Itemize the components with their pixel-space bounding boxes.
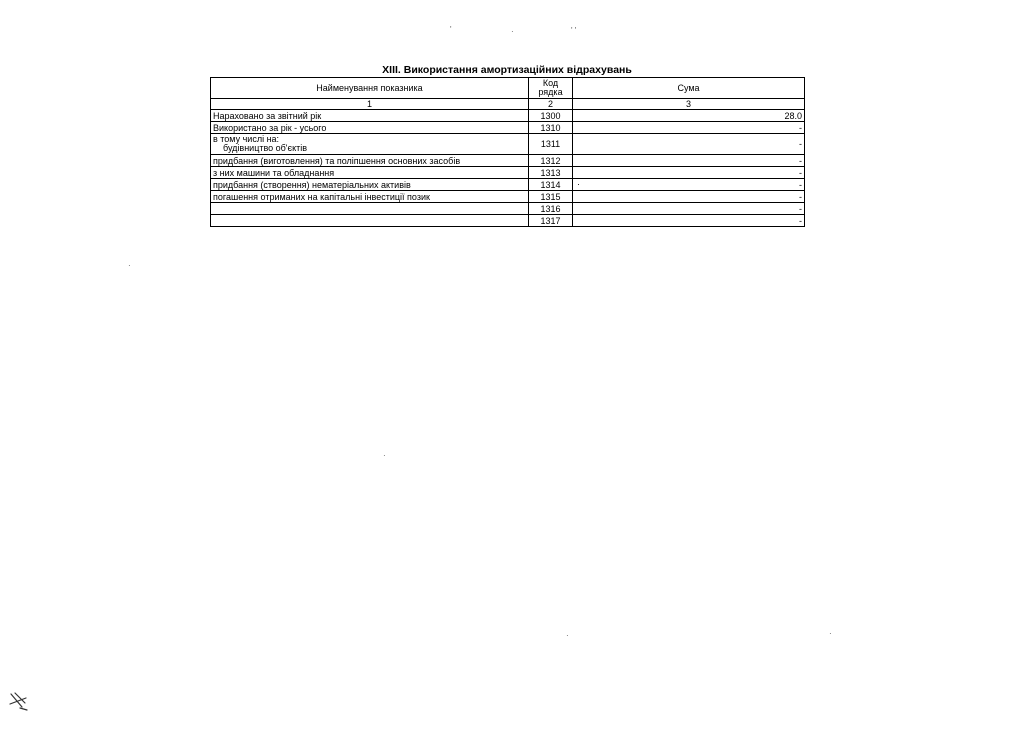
row-sum: - bbox=[573, 203, 805, 215]
scan-speck: · bbox=[566, 631, 569, 640]
scan-mark: ' bbox=[450, 25, 452, 34]
scan-mark: ' ' bbox=[571, 26, 577, 35]
row-sum-value: - bbox=[799, 179, 802, 190]
row-name-line2: будівництво об'єктів bbox=[223, 143, 308, 153]
row-name bbox=[211, 215, 529, 227]
header-line-code bbox=[529, 78, 573, 99]
row-name bbox=[211, 134, 529, 155]
depreciation-usage-table bbox=[210, 77, 805, 227]
table-row bbox=[211, 110, 805, 122]
row-name: придбання (виготовлення) та поліпшення основних засобів bbox=[211, 155, 529, 167]
table-row bbox=[211, 134, 805, 155]
table-row bbox=[211, 179, 805, 191]
row-code: 1317 bbox=[529, 215, 573, 227]
stray-mark: · bbox=[577, 179, 580, 189]
header-sum: Сума bbox=[573, 78, 805, 99]
table-row bbox=[211, 167, 805, 179]
row-code: 1314 bbox=[529, 179, 573, 191]
row-name: Нараховано за звітний рік bbox=[211, 110, 529, 122]
row-sum: - bbox=[573, 155, 805, 167]
table-row bbox=[211, 191, 805, 203]
column-number-1: 1 bbox=[211, 99, 529, 110]
header-indicator-name: Найменування показника bbox=[211, 78, 529, 99]
header-code-line2: рядка bbox=[538, 87, 563, 97]
row-name: придбання (створення) нематеріальних активів bbox=[211, 179, 529, 191]
row-name: з них машини та обладнання bbox=[211, 167, 529, 179]
section-title: XIII. Використання амортизаційних відрахувань bbox=[382, 64, 632, 76]
row-name-line1: в тому числі на: bbox=[213, 134, 280, 144]
table-row bbox=[211, 122, 805, 134]
row-name bbox=[211, 203, 529, 215]
row-code: 1300 bbox=[529, 110, 573, 122]
row-sum: 28.0 bbox=[573, 110, 805, 122]
table-row bbox=[211, 203, 805, 215]
row-sum: - bbox=[573, 122, 805, 134]
row-sum: - bbox=[573, 191, 805, 203]
scan-speck: · bbox=[128, 261, 131, 270]
row-code: 1312 bbox=[529, 155, 573, 167]
row-sum: - bbox=[573, 215, 805, 227]
row-code: 1316 bbox=[529, 203, 573, 215]
scan-speck: · bbox=[383, 451, 386, 460]
column-number-3: 3 bbox=[573, 99, 805, 110]
row-code: 1315 bbox=[529, 191, 573, 203]
header-code-line1: Код bbox=[542, 78, 559, 88]
column-number-2: 2 bbox=[529, 99, 573, 110]
scan-speck: · bbox=[829, 629, 832, 638]
scan-mark: · bbox=[511, 27, 514, 36]
row-name: Використано за рік - усього bbox=[211, 122, 529, 134]
table-row bbox=[211, 215, 805, 227]
row-sum: - bbox=[573, 134, 805, 155]
handwritten-mark-icon bbox=[8, 690, 30, 712]
row-name: погашення отриманих на капітальні інвестиції позик bbox=[211, 191, 529, 203]
row-sum: - bbox=[573, 167, 805, 179]
row-sum bbox=[573, 179, 805, 191]
column-number-row bbox=[211, 99, 805, 110]
row-code: 1311 bbox=[529, 134, 573, 155]
table-header-row bbox=[211, 78, 805, 99]
row-code: 1310 bbox=[529, 122, 573, 134]
table-row bbox=[211, 155, 805, 167]
row-code: 1313 bbox=[529, 167, 573, 179]
